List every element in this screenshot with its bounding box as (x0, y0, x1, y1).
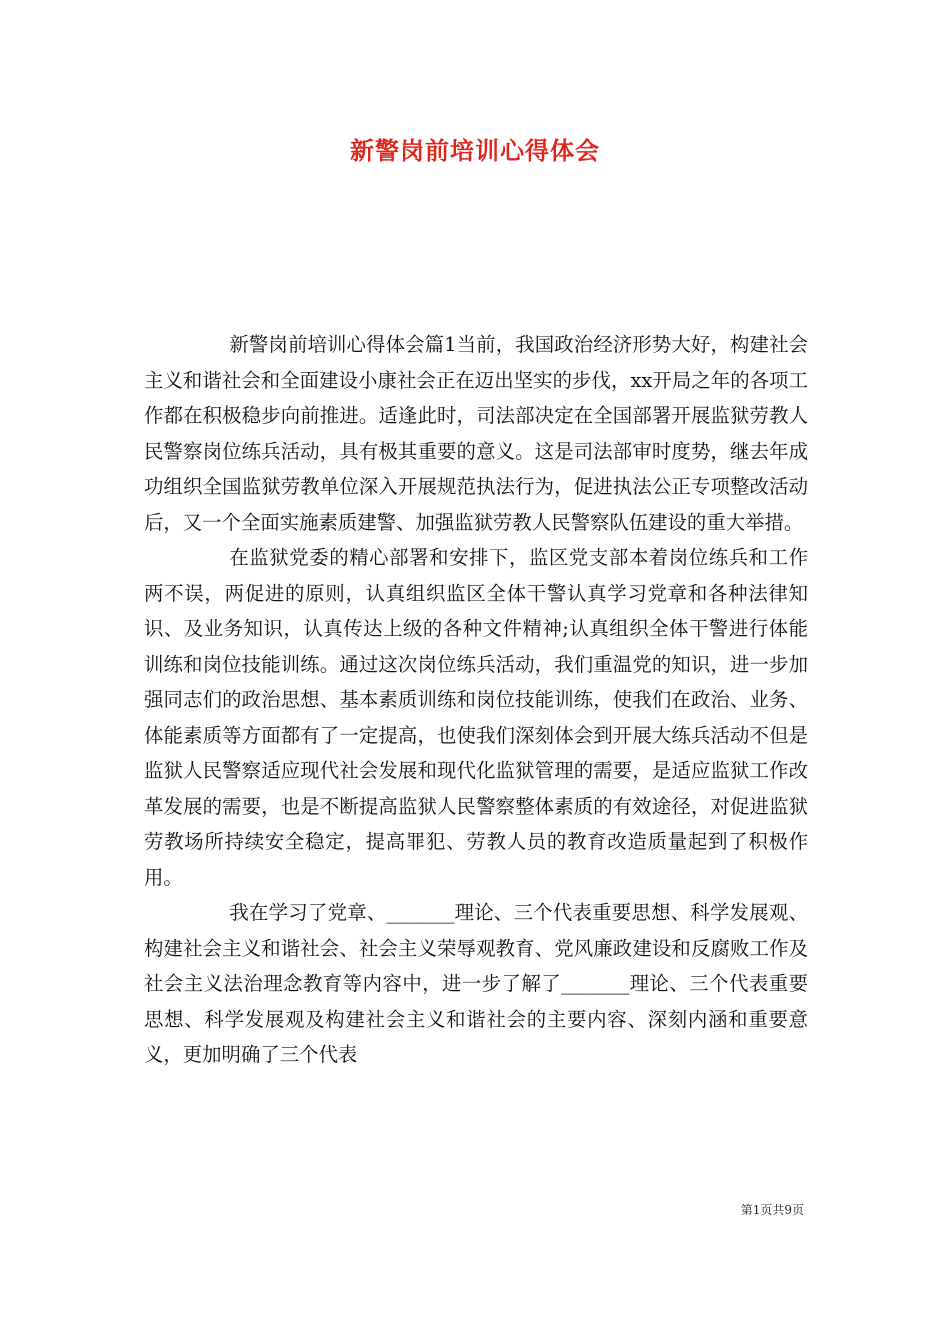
paragraph-1: 新警岗前培训心得体会篇1当前，我国政治经济形势大好，构建社会主义和谐社会和全面建设小康社会正在迈出坚实的步伐，xx开局之年的各项工作都在积极稳步向前推进。适逢此时，司法部决定在全国部署开展监狱劳教人民警察岗位练兵活动，具有极其重要的意义。这是司法部审时度势，继去年成功组织全国监狱劳教单位深入开展规范执法行为，促进执法公正专项整改活动后，又一个全面实施素质建警、加强监狱劳教人民警察队伍建设的重大举措。 (144, 333, 808, 534)
page-number-footer: 第1页共9页 (740, 1203, 804, 1217)
paragraph-3: 我在学习了党章、_______理论、三个代表重要思想、科学发展观、构建社会主义和谐社会、社会主义荣辱观教育、党风廉政建设和反腐败工作及社会主义法治理念教育等内容中，进一步了解了_______理论、三个代表重要思想、科学发展观及构建社会主义和谐社会的主要内容、深刻内涵和重要意义，更加明确了三个代表 (144, 901, 808, 1066)
document-title: 新警岗前培训心得体会 (350, 137, 600, 165)
paragraph-2: 在监狱党委的精心部署和安排下，监区党支部本着岗位练兵和工作两不误，两促进的原则，认真组织监区全体干警认真学习党章和各种法律知识、及业务知识，认真传达上级的各种文件精神;认真组织全体干警进行体能训练和岗位技能训练。通过这次岗位练兵活动，我们重温党的知识，进一步加强同志们的政治思想、基本素质训练和岗位技能训练，使我们在政治、业务、体能素质等方面都有了一定提高，也使我们深刻体会到开展大练兵活动不但是监狱人民警察适应现代社会发展和现代化监狱管理的需要，是适应监狱工作改革发展的需要，也是不断提高监狱人民警察整体素质的有效途径，对促进监狱劳教场所持续安全稳定，提高罪犯、劳教人员的教育改造质量起到了积极作用。 (144, 546, 808, 889)
document-body (144, 327, 808, 1073)
